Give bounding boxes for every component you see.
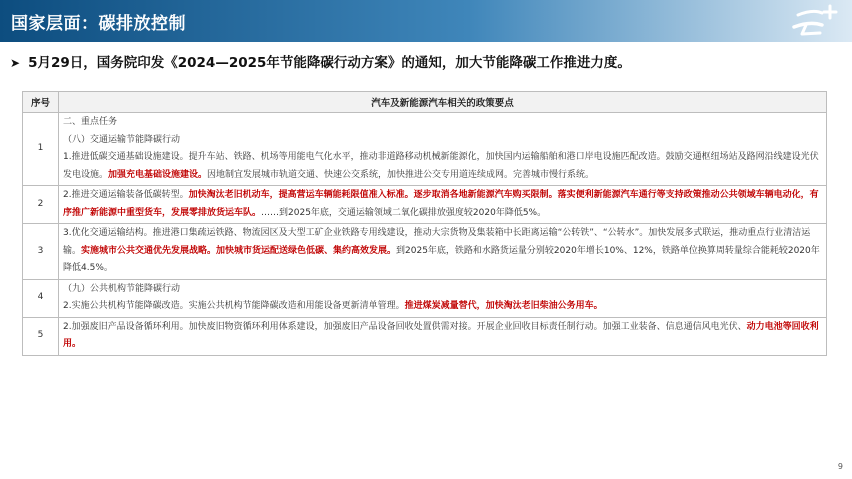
policy-text: ……到2025年底，交通运输领域二氧化碳排放强度较2020年降低5%。 [261,207,547,218]
policy-paragraph [63,319,823,354]
policy-paragraph [63,281,823,299]
highlighted-text: 加快淘汰老旧机动车，提高营运车辆能耗限值准入标准。逐步取消各地新能源汽车购买限制。落实便利新能源汽车通行等支持政策推动公共领域车辆电动化，有序推广新能源中重型货车，发展零排放货运车队。 [63,190,819,218]
policy-text-cell [59,186,827,224]
policy-text-cell [59,317,827,355]
policy-paragraph [63,114,823,132]
policy-text: 2.推进交通运输装备低碳转型。 [63,190,189,200]
column-header-number: 序号 [23,92,59,113]
row-number: 5 [23,317,59,355]
arrow-bullet-icon: ➤ [10,56,21,70]
policy-text: 二、重点任务 [63,117,118,127]
table-row [23,279,827,317]
table-row [23,224,827,280]
table-header-row [23,92,827,113]
policy-text: 1.推进低碳交通基础设施建设。提升车站、铁路、机场等用能电气化水平，推动非道路移动机械新能源化，加快国内运输船舶和港口岸电设施匹配改造。鼓励交通枢纽场站及路网沿线建设光伏发电设施。 [63,152,819,180]
headline-text: 5月29日，国务院印发《2024—2025年节能降碳行动方案》的通知，加大节能降碳工作推进力度。 [28,55,631,71]
policy-paragraph [63,225,823,278]
highlighted-text: 推进煤炭减量替代，加快淘汰老旧柴油公务用车。 [404,301,603,311]
page-title: 国家层面：碳排放控制 [11,14,186,34]
row-number: 4 [23,279,59,317]
cloud-plus-logo [788,3,838,39]
title-bar [0,0,852,42]
table-row [23,317,827,355]
policy-table [22,91,827,356]
policy-text-cell [59,279,827,317]
policy-text: 因地制宜发展城市轨道交通、快速公交系统，加快推进公交专用道连续成网。完善城市慢行系统。 [207,169,595,180]
policy-text: 3.优化交通运输结构。推进港口集疏运铁路、物流园区及大型工矿企业铁路专用线建设，推动大宗货物及集装箱中长距离运输“公转铁”、“公转水”。加快发展多式联运，推动重点行业清洁运输。 [63,228,811,256]
highlighted-text: 加强充电基础设施建设。 [108,169,208,180]
row-number: 2 [23,186,59,224]
highlighted-text: 实施城市公共交通优先发展战略。加快城市货运配送绿色低碳、集约高效发展。 [81,245,397,256]
policy-text: 2.加强废旧产品设备循环利用。加快废旧物资循环利用体系建设，加强废旧产品设备回收处置供需对接。开展企业回收目标责任制行动。加强工业装备、信息通信风电光伏、 [63,321,747,332]
policy-text: 到2025年底，铁路和水路货运量分别较2020年增长10%、12%，铁路单位换算周转量综合能耗较2020年降低4.5%。 [63,245,820,273]
headline [10,51,631,71]
column-header-policy: 汽车及新能源汽车相关的政策要点 [59,92,827,113]
policy-paragraph [63,149,823,184]
policy-text-cell [59,224,827,280]
policy-text: （八）交通运输节能降碳行动 [63,134,181,145]
policy-paragraph [63,132,823,150]
policy-paragraph [63,298,823,316]
highlighted-text: 动力电池等回收利用。 [63,321,819,349]
table-row [23,186,827,224]
policy-text: （九）公共机构节能降碳行动 [63,283,181,294]
policy-text-cell [59,113,827,186]
table-row [23,113,827,186]
row-number: 3 [23,224,59,280]
policy-paragraph [63,187,823,222]
policy-text: 2.实施公共机构节能降碳改造。实施公共机构节能降碳改造和用能设备更新清单管理。 [63,301,405,311]
row-number: 1 [23,113,59,186]
page-number: 9 [837,462,843,471]
